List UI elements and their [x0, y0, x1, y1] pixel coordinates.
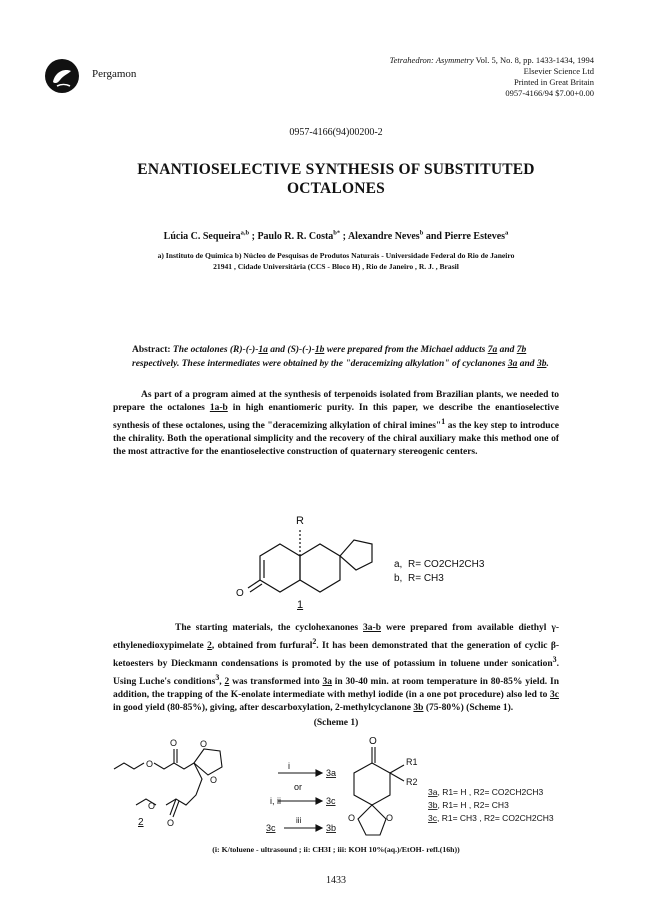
- scheme-o-lower-2: O: [148, 801, 156, 811]
- product-r1: R1: [406, 757, 418, 767]
- arrow-1-product: 3a: [326, 768, 337, 778]
- product-o-ring-2: O: [386, 813, 394, 823]
- page-number: 1433: [326, 875, 346, 886]
- paragraph-intro: As part of a program aimed at the synthesis of terpenoids isolated from Brazilian plants, we needed to prepare the octalones 1a-b in high enantiomeric purity. In this paper, we describe the enantioselective synthesis of these octalones, using the "deracemizing alkylation of chiral imines"$^1$ as the key step to introduce the chirality. Both the operational simplicity and the recovery of the chiral auxiliary make this method one of the most attractive for the enantioselective construction of quaternary stereogenic centers.: [113, 390, 559, 458]
- compound-1-number: 1: [297, 599, 304, 610]
- title-line-2: OCTALONES: [287, 180, 385, 197]
- affiliation-line-1: a) Instituto de Química b) Núcleo de Pesquisas de Produtos Naturais - Universidade Federal do Rio de Janeiro: [157, 251, 515, 260]
- compound-2-number: 2: [138, 817, 144, 828]
- author-3: Alexandre Neves$^b$ and: [347, 230, 445, 243]
- compound-1-r-label: R: [296, 515, 304, 527]
- author-1: Lúcia C. Sequeira$^{a,b}$ ;: [163, 230, 258, 243]
- legend-row-3b: 3b, R1= H , R2= CH3: [428, 800, 509, 810]
- scheme-label: (Scheme 1): [313, 718, 359, 728]
- publisher-line: Elsevier Science Ltd: [523, 66, 594, 76]
- author-list: [0, 230, 672, 242]
- abstract-label: Abstract:: [132, 345, 171, 355]
- compound-1-structure: [220, 504, 500, 610]
- abstract: [132, 343, 552, 371]
- author-2: Paulo R. R. Costa$^{b*}$ ;: [257, 230, 348, 243]
- scheme-caption: (i: K/toluene - ultrasound ; ii: CH3I ; iii: KOH 10%(aq.)/EtOH- refl.(16h)): [212, 845, 460, 854]
- printed-line: Printed in Great Britain: [513, 77, 594, 87]
- arrow-2-reagent: i, ii: [270, 796, 281, 806]
- title-line-1: ENANTIOSELECTIVE SYNTHESIS OF SUBSTITUTED: [137, 161, 535, 178]
- volume-info: Vol. 5, No. 8, pp. 1433-1434, 1994: [475, 55, 594, 65]
- doi: 0957-4166(94)00200-2: [289, 127, 383, 138]
- journal-info: [390, 55, 594, 99]
- scheme-o-upper-1: O: [146, 759, 154, 769]
- scheme-o-ring-1: O: [200, 739, 208, 749]
- article-title: [0, 160, 672, 198]
- arrow-or-text: or: [294, 782, 303, 792]
- compound-1-sub-b-formula: R= CH3: [408, 573, 444, 584]
- arrow-2-product: 3c: [326, 796, 336, 806]
- scheme-o-lower-1: O: [167, 818, 175, 828]
- publisher-name: Pergamon: [92, 68, 137, 80]
- product-r2: R2: [406, 777, 418, 787]
- product-o-carbonyl: O: [369, 736, 377, 747]
- legend-row-3c: 3c, R1= CH3 , R2= CO2CH2CH3: [428, 813, 554, 823]
- legend-row-3a: 3a, R1= H , R2= CO2CH2CH3: [428, 787, 544, 797]
- compound-1-sub-b-label: b,: [394, 573, 403, 584]
- paragraph-starting-materials: The starting materials, the cyclohexanones 3a-b were prepared from available diethyl γ-ethylenedioxypimelate 2, obtained from furfural$^2$. It has been demonstrated that the generation of cyclic β-ketoesters by Dieckmann condensations is promoted by the use of potassium in toluene under sonication$^3$. Using Luche's conditions$^3$, 2 was transformed into 3a in 30-40 min. at room temperature in 80-85% yield. In addition, the trapping of the K-enolate intermediate with methyl iodide (in a one pot procedure) also led to 3c in good yield (80-85%), giving, after descarboxylation, 2-methylcyclanone 3b (75-80%) (Scheme 1).: [113, 623, 560, 714]
- journal-name: Tetrahedron: Asymmetry: [389, 55, 474, 65]
- arrow-1-reagent: i: [288, 761, 290, 771]
- scheme-o-ring-2: O: [210, 775, 218, 785]
- compound-1-sub-a-label: a,: [394, 559, 403, 570]
- product-o-ring-1: O: [348, 813, 356, 823]
- compound-1-o-ketone: O: [236, 588, 244, 599]
- abstract-body: The octalones (R)-(-)-1a and (S)-(-)-1b were prepared from the Michael adducts 7a and 7b respectively. These intermediates were obtained by the "deracemizing alkylation" of cyclanones 3a and 3b.: [132, 345, 549, 369]
- arrow-3-start: 3c: [266, 823, 276, 833]
- scheme-1-diagram: [110, 735, 580, 843]
- scheme-o-upper-2: O: [170, 738, 178, 748]
- affiliation-line-2: 21941 , Cidade Universitária (CCS - Bloco H) , Rio de Janeiro , R. J. , Brasil: [213, 262, 459, 271]
- author-4: Pierre Esteves$^a$: [444, 230, 509, 243]
- arrow-3-reagent: iii: [296, 816, 302, 825]
- pergamon-logo-icon: [44, 58, 80, 94]
- arrow-3-product: 3b: [326, 823, 337, 833]
- compound-1-sub-a-formula: R= CO2CH2CH3: [408, 559, 485, 570]
- affiliations: [0, 250, 672, 272]
- code-line: 0957-4166/94 $7.00+0.00: [505, 88, 594, 98]
